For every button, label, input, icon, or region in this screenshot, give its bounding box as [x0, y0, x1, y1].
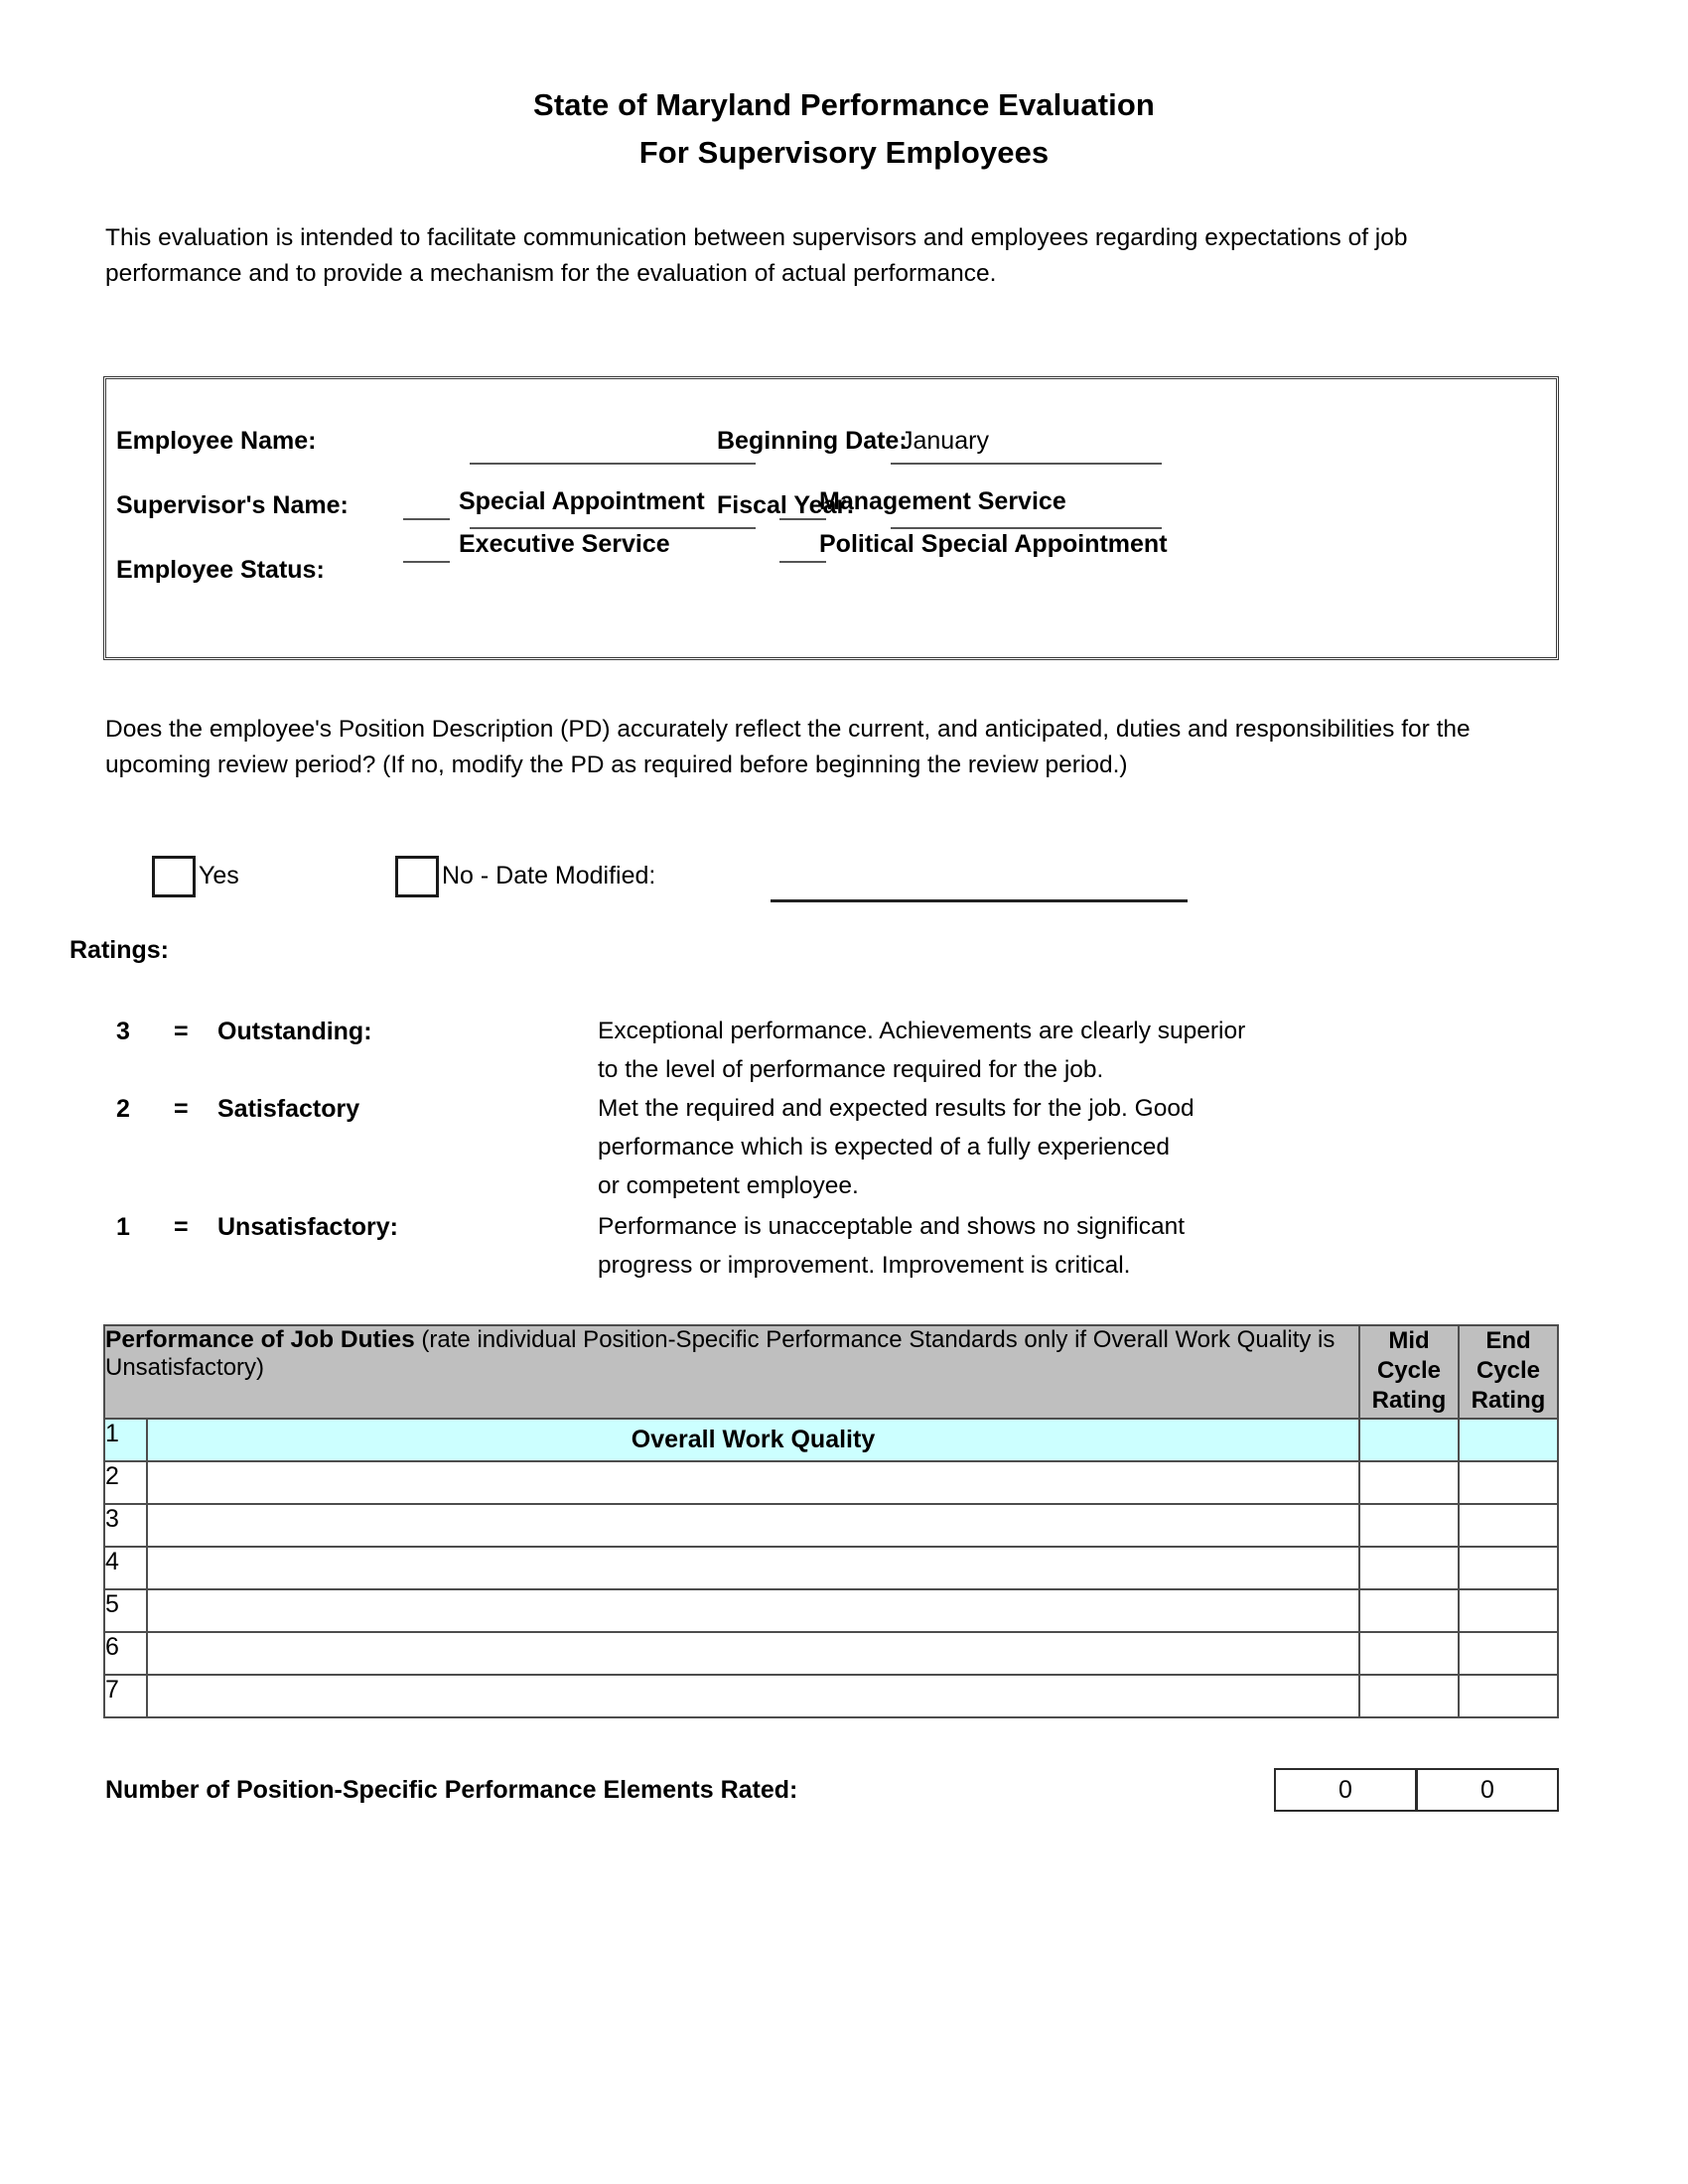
row-number: 1 — [104, 1419, 147, 1461]
rating-score-3: 3 — [116, 1018, 130, 1045]
rating-label-1: Unsatisfactory: — [217, 1213, 398, 1241]
status-blank-political-special-appointment[interactable] — [779, 561, 826, 563]
rating-desc-3-line-2: to the level of performance required for the job. — [598, 1056, 1104, 1083]
table-row — [104, 1589, 1558, 1632]
elements-rated-boxes — [1274, 1768, 1559, 1812]
row-duty[interactable] — [147, 1675, 1359, 1717]
employee-status-label: Employee Status: — [116, 556, 325, 584]
table-header-main — [104, 1325, 1359, 1419]
page-title — [0, 81, 1688, 177]
row-number: 3 — [104, 1504, 147, 1547]
row-duty[interactable] — [147, 1589, 1359, 1632]
rating-desc-2-line-1: Met the required and expected results for the job. Good — [598, 1095, 1195, 1122]
employee-info-box — [103, 376, 1559, 660]
row-end-cycle-rating[interactable] — [1459, 1547, 1558, 1589]
pd-answer-row — [0, 856, 1688, 903]
row-end-cycle-rating[interactable] — [1459, 1675, 1558, 1717]
table-header-end-cycle: End Cycle Rating — [1459, 1325, 1558, 1419]
row-duty[interactable] — [147, 1504, 1359, 1547]
row-mid-cycle-rating[interactable] — [1359, 1547, 1459, 1589]
rating-item-2-cont-2 — [0, 1172, 1688, 1212]
no-date-modified-label: No - Date Modified: — [442, 862, 656, 889]
rating-item-3 — [0, 1018, 1688, 1057]
rating-desc-2-line-2: performance which is expected of a fully experienced — [598, 1134, 1171, 1160]
table-header-row — [104, 1325, 1558, 1419]
row-number: 6 — [104, 1632, 147, 1675]
date-modified-input[interactable] — [771, 899, 1188, 902]
row-mid-cycle-rating[interactable] — [1359, 1419, 1459, 1461]
intro-paragraph: This evaluation is intended to facilitate communication between supervisors and employees regarding expectations of job performance and to provide a mechanism for the evaluation of actual performance. — [105, 224, 1408, 287]
beginning-date-label: Beginning Date: — [717, 427, 908, 455]
rating-equals-2: = — [174, 1095, 189, 1123]
row-number: 4 — [104, 1547, 147, 1589]
row-mid-cycle-rating[interactable] — [1359, 1504, 1459, 1547]
row-duty[interactable] — [147, 1461, 1359, 1504]
status-blank-special-appointment[interactable] — [403, 518, 450, 520]
ratings-heading: Ratings: — [70, 936, 169, 964]
row-end-cycle-rating[interactable] — [1459, 1461, 1558, 1504]
table-body — [104, 1419, 1558, 1717]
employee-name-input[interactable] — [470, 463, 756, 465]
row-mid-cycle-rating[interactable] — [1359, 1461, 1459, 1504]
row-number: 2 — [104, 1461, 147, 1504]
rating-equals-3: = — [174, 1018, 189, 1045]
rating-score-2: 2 — [116, 1095, 130, 1123]
no-checkbox[interactable] — [395, 856, 439, 897]
table-row — [104, 1675, 1558, 1717]
table-row — [104, 1419, 1558, 1461]
title-line-1: State of Maryland Performance Evaluation — [533, 87, 1155, 122]
table-row — [104, 1461, 1558, 1504]
table-header-strong: Performance of Job Duties — [105, 1326, 415, 1353]
employee-name-label: Employee Name: — [116, 427, 317, 455]
rating-item-1-cont — [0, 1252, 1688, 1292]
rating-label-3: Outstanding: — [217, 1018, 372, 1045]
row-end-cycle-rating[interactable] — [1459, 1589, 1558, 1632]
rating-desc-2-line-3: or competent employee. — [598, 1172, 859, 1199]
row-number: 7 — [104, 1675, 147, 1717]
rating-desc-1-line-2: progress or improvement. Improvement is critical. — [598, 1252, 1131, 1279]
rating-item-2-cont-1 — [0, 1134, 1688, 1173]
elements-rated-end-value[interactable]: 0 — [1417, 1768, 1559, 1812]
performance-of-job-duties-table — [103, 1324, 1559, 1718]
status-label-political-special-appointment: Political Special Appointment — [819, 530, 1168, 558]
table-row — [104, 1632, 1558, 1675]
fiscal-year-label: Fiscal Year: — [717, 491, 855, 519]
table-header-regular: (rate individual Position-Specific Performance Standards only if Overall Work Quality is Unsatisfactory) — [105, 1326, 1336, 1381]
yes-label: Yes — [199, 862, 239, 889]
rating-score-1: 1 — [116, 1213, 130, 1241]
rating-item-1 — [0, 1213, 1688, 1253]
elements-rated-mid-value[interactable]: 0 — [1274, 1768, 1417, 1812]
rating-label-2: Satisfactory — [217, 1095, 360, 1123]
row-end-cycle-rating[interactable] — [1459, 1504, 1558, 1547]
rating-equals-1: = — [174, 1213, 189, 1241]
row-mid-cycle-rating[interactable] — [1359, 1589, 1459, 1632]
row-end-cycle-rating[interactable] — [1459, 1419, 1558, 1461]
rating-item-2 — [0, 1095, 1688, 1135]
rating-item-3-cont — [0, 1056, 1688, 1096]
beginning-date-input[interactable] — [891, 463, 1162, 465]
supervisor-name-label: Supervisor's Name: — [116, 491, 349, 519]
table-row — [104, 1547, 1558, 1589]
row-number: 5 — [104, 1589, 147, 1632]
status-blank-management-service[interactable] — [779, 518, 826, 520]
row-duty[interactable] — [147, 1632, 1359, 1675]
rating-desc-1-line-1: Performance is unacceptable and shows no significant — [598, 1213, 1186, 1240]
elements-rated-label: Number of Position-Specific Performance Elements Rated: — [105, 1776, 798, 1804]
row-duty[interactable] — [147, 1547, 1359, 1589]
table-header-mid-cycle: Mid Cycle Rating — [1359, 1325, 1459, 1419]
status-label-management-service: Management Service — [819, 487, 1066, 515]
row-mid-cycle-rating[interactable] — [1359, 1675, 1459, 1717]
rating-desc-3-line-1: Exceptional performance. Achievements are clearly superior — [598, 1018, 1246, 1044]
status-blank-executive-service[interactable] — [403, 561, 450, 563]
fiscal-year-input[interactable] — [891, 527, 1162, 529]
row-end-cycle-rating[interactable] — [1459, 1632, 1558, 1675]
title-line-2: For Supervisory Employees — [638, 135, 1050, 170]
status-label-executive-service: Executive Service — [459, 530, 670, 558]
supervisor-name-input[interactable] — [470, 527, 756, 529]
beginning-date-value[interactable]: January — [901, 427, 989, 455]
row-duty-overall-work-quality[interactable]: Overall Work Quality — [147, 1419, 1359, 1461]
position-description-question: Does the employee's Position Description (PD) accurately reflect the current, and anticipated, duties and responsibilities for the upcoming review period? (If no, modify the PD as required before beginning the review period.) — [105, 716, 1471, 778]
status-label-special-appointment: Special Appointment — [459, 487, 705, 515]
table-row — [104, 1504, 1558, 1547]
row-mid-cycle-rating[interactable] — [1359, 1632, 1459, 1675]
yes-checkbox[interactable] — [152, 856, 196, 897]
